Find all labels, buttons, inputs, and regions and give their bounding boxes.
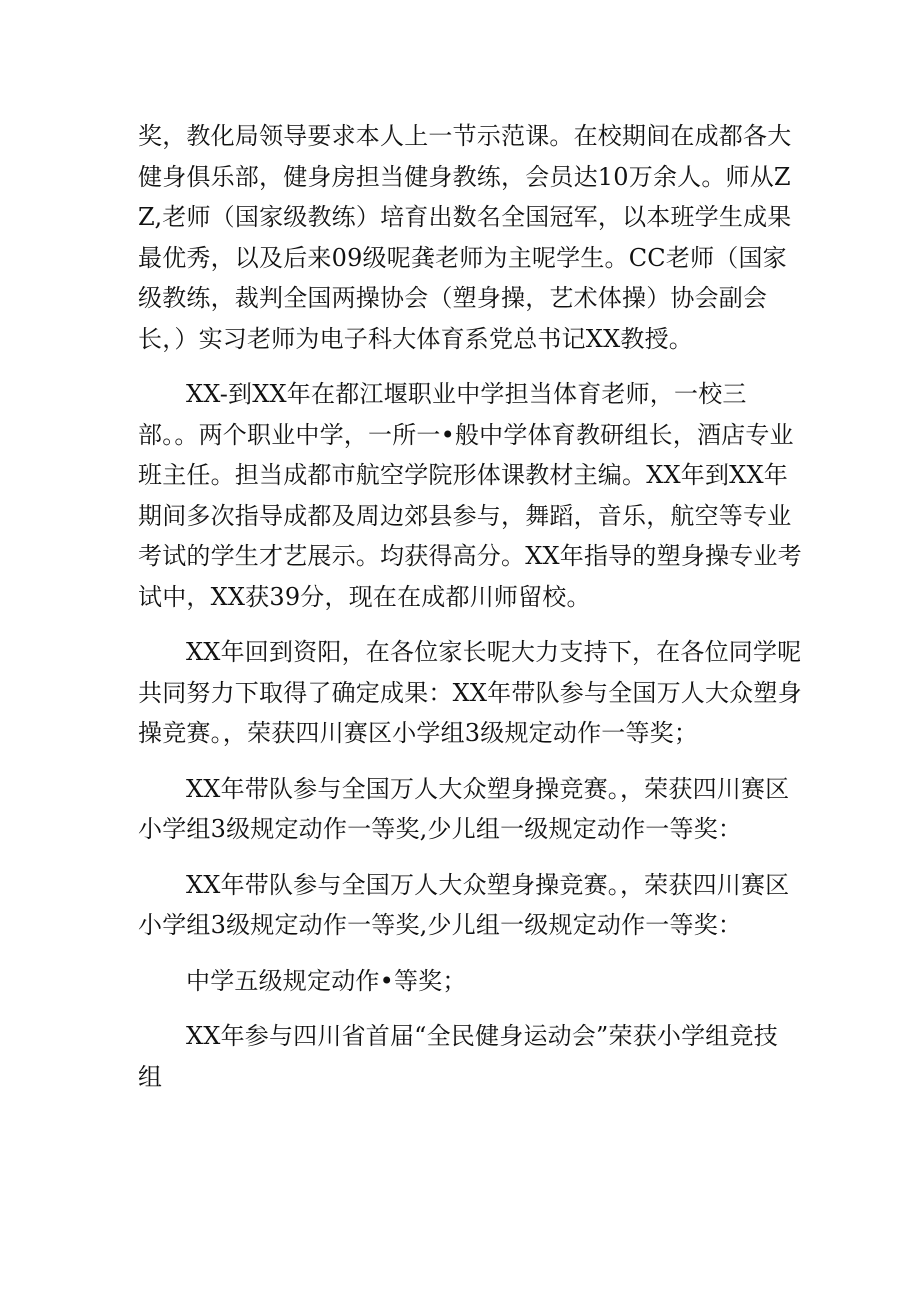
paragraph-1: 奖，教化局领导要求本人上一节示范课。在校期间在成都各大健身俱乐部，健身房担当健身教练，会员达10万余人。师从ZZ,老师（国家级教练）培育出数名全国冠军，以本班学生成果最优秀，以及后来09级呢龚老师为主呢学生。CC老师（国家级教练，裁判全国两操协会（塑身操，艺术体操）协会副会长，）实习老师为电子科大体育系党总书记XX教授。 <box>138 122 792 353</box>
paragraph-6: 中学五级规定动作•等奖； <box>186 966 467 995</box>
paragraph-5: XX年带队参与全国万人大众塑身操竞赛。，荣获四川赛区小学组3级规定动作一等奖,少儿组一级规定动作一等奖： <box>138 870 790 939</box>
paragraph-2: XX-到XX年在都江堰职业中学担当体育老师，一校三部。。两个职业中学，一所一•般中学体育教研组长，酒店专业班主任。担当成都市航空学院形体课教材主编。XX年到XX年期间多次指导成都及周边郊县参与，舞蹈，音乐，航空等专业考试的学生才艺展示。均获得高分。XX年指导的塑身操专业考试中，XX获39分，现在在成都川师留校。 <box>138 380 802 611</box>
paragraph-7: XX年参与四川省首届“全民健身运动会”荣获小学组竞技组 <box>138 1022 778 1091</box>
paragraph-3: XX年回到资阳，在各位家长呢大力支持下，在各位同学呢共同努力下取得了确定成果：XX年带队参与全国万人大众塑身操竞赛。，荣获四川赛区小学组3级规定动作一等奖； <box>138 638 802 747</box>
paragraph-4: XX年带队参与全国万人大众塑身操竞赛。，荣获四川赛区小学组3级规定动作一等奖,少儿组一级规定动作一等奖： <box>138 774 790 843</box>
